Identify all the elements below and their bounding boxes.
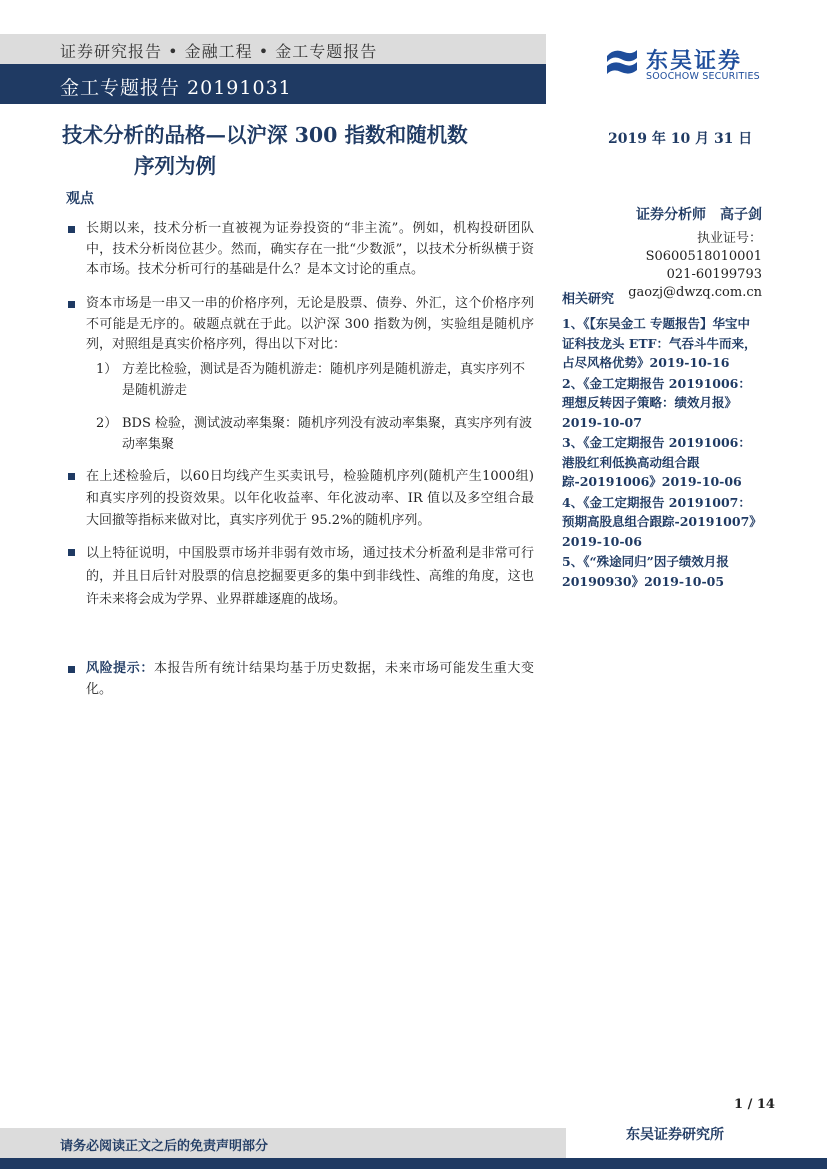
report-date: 2019 年 10 月 31 日 xyxy=(608,131,753,147)
bullet-square-icon xyxy=(68,226,75,233)
logo-mark-icon xyxy=(604,46,640,80)
sub-point-number: 2） xyxy=(96,416,118,431)
logo-text-cn: 东吴证券 xyxy=(646,49,743,74)
bullet-text: 在上述检验后，以60日均线产生买卖讯号，检验随机序列(随机产生1000组)和真实序列的投资效果。以年化收益率、年化波动率、IR 值以及多空组合最大回撤等指标来做对比，真实序列优于 95.2%的随机序列。 xyxy=(86,469,534,528)
related-research-item[interactable]: 1、《【东吴金工 专题报告】华宝中证科技龙头 ETF：气吞斗牛而来，占尽风格优势》2019-10-16 xyxy=(562,316,757,370)
header-category: 证券研究报告 • 金融工程 • 金工专题报告 xyxy=(60,42,378,61)
related-research-item[interactable]: 2、《金工定期报告 20191006：理想反转因子策略：绩效月报》2019-10-07 xyxy=(562,375,751,430)
sub-point-number: 1） xyxy=(96,362,118,377)
footer-organization: 东吴证券研究所 xyxy=(626,1127,724,1143)
related-research-item[interactable]: 3、《金工定期报告 20191006：港股红利低换高动组合跟踪-20191006》2019-10-06 xyxy=(562,435,751,489)
analyst-email[interactable]: gaozj@dwzq.com.cn xyxy=(628,285,762,300)
header-series-band xyxy=(0,64,546,104)
analyst-name: 证券分析师 高子剑 xyxy=(636,207,762,223)
footer-disclaimer: 请务必阅读正文之后的免责声明部分 xyxy=(60,1139,269,1154)
related-research-item[interactable]: 4、《金工定期报告 20191007：预期高股息组合跟踪-20191007》2019-10-06 xyxy=(562,494,762,549)
analyst-phone: 021-60199793 xyxy=(666,267,762,282)
header-series: 金工专题报告 20191031 xyxy=(60,77,292,99)
report-title xyxy=(62,120,542,182)
section-label-viewpoints: 观点 xyxy=(66,191,94,207)
bullet-square-icon xyxy=(68,549,75,556)
analyst-license: 执业证号：S0600518010001 xyxy=(645,231,762,264)
risk-text: 本报告所有统计结果均基于历史数据，未来市场可能发生重大变化。 xyxy=(86,661,534,697)
page-number: 1 / 14 xyxy=(734,1097,775,1112)
footer-bar xyxy=(0,1158,827,1169)
bullet-text: 长期以来，技术分析一直被视为证券投资的“非主流”。例如，机构投研团队中，技术分析岗位甚少。然而，确实存在一批“少数派”，以技术分析纵横于资本市场。技术分析可行的基础是什么？是本文讨论的重点。 xyxy=(86,221,534,277)
report-title-line1: 技术分析的品格—以沪深 300 指数和随机数 xyxy=(62,123,468,147)
header-category-band xyxy=(0,34,546,64)
related-research-item[interactable]: 5、《“殊途同归”因子绩效月报 20190930》2019-10-05 xyxy=(562,554,729,589)
bullet-square-icon xyxy=(68,666,75,673)
report-title-line2: 序列为例 xyxy=(134,154,216,178)
risk-label: 风险提示： xyxy=(86,661,154,676)
logo-text-en: SOOCHOW SECURITIES xyxy=(646,71,760,82)
bullet-text: 以上特征说明，中国股票市场并非弱有效市场，通过技术分析盈利是非常可行的，并且日后针对股票的信息挖掘要更多的集中到非线性、高维的角度，这也许未来将会成为学界、业界群雄逐鹿的战场。 xyxy=(86,546,534,607)
bullet-text: 资本市场是一串又一串的价格序列，无论是股票、债券、外汇，这个价格序列不可能是无序的。破题点就在于此。以沪深 300 指数为例，实验组是随机序列，对照组是真实价格序列，得出以下对比： xyxy=(86,296,534,352)
sub-point-text: 方差比检验，测试是否为随机游走：随机序列是随机游走，真实序列不是随机游走 xyxy=(122,362,526,398)
sub-point-text: BDS 检验，测试波动率集聚：随机序列没有波动率集聚，真实序列有波动率集聚 xyxy=(122,416,533,452)
company-logo xyxy=(604,44,774,84)
bullet-square-icon xyxy=(68,473,75,480)
related-research-label: 相关研究 xyxy=(562,292,615,307)
bullet-square-icon xyxy=(68,301,75,308)
related-research-list xyxy=(562,314,762,592)
analyst-info xyxy=(588,206,762,302)
